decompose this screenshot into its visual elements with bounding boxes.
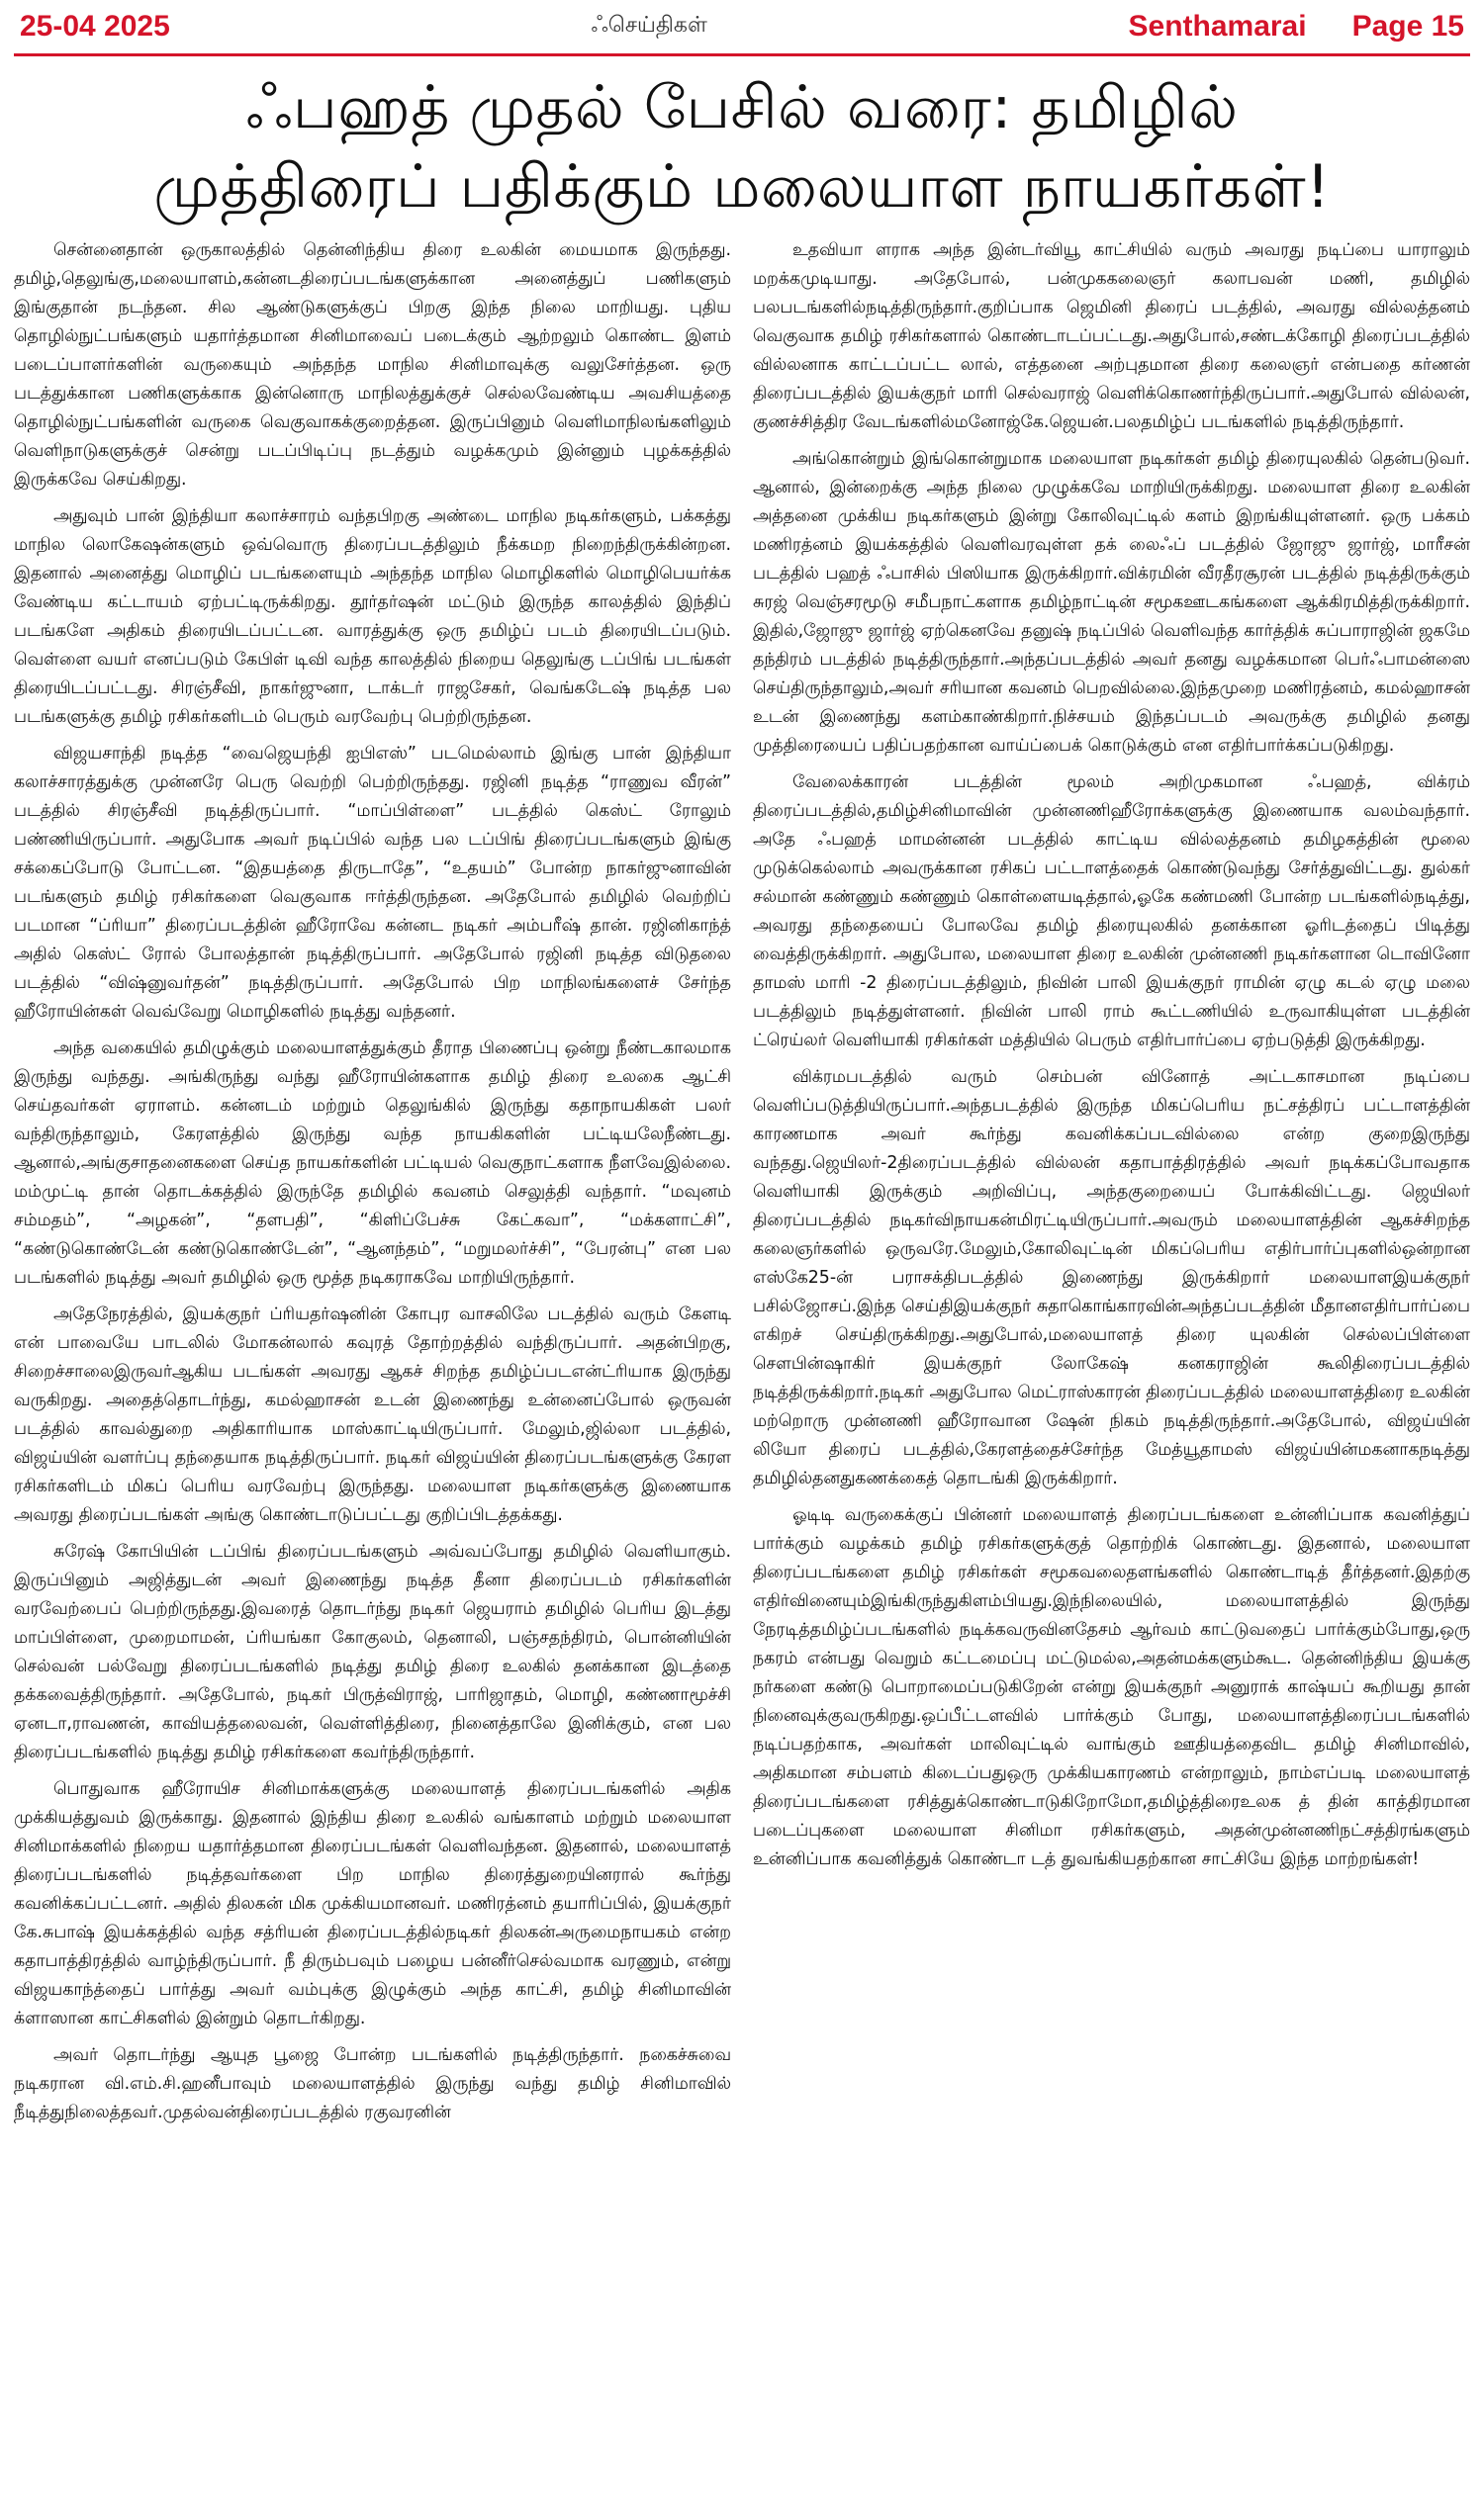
page-header — [14, 0, 1470, 56]
article-paragraph: அதுவும் பான் இந்தியா கலாச்சாரம் வந்தபிறகு அண்டை மாநில நடிகர்களும், பக்கத்து மாநில லொகேஷன்களும் ஒவ்வொரு திரைப்படத்திலும் நீக்கமற நிறைந்திருக்கின்றன. இதனால் அனைத்து மொழிப் படங்களையும் அந்தந்த மாநில மொழிகளில் மொழிபெயர்க்க வேண்டிய கட்டாயம் ஏற்பட்டிருக்கிறது. தூர்தர்ஷன் மட்டும் இருந்த காலத்தில் இந்திப் படங்களே அதிகம் திரையிடப்பட்டன. வாரத்துக்கு ஒரு தமிழ்ப் படம் திரையிடப்படும். வெள்ளை வயர் எனப்படும் கேபிள் டிவி வந்த காலத்தில் நிறைய தெலுங்கு டப்பிங் படங்கள் திரையிடப்பட்டது. சிரஞ்சீவி, நாகர்ஜுனா, டாக்டர் ராஜசேகர், வெங்கடேஷ் நடித்த பல படங்களுக்கு தமிழ் ரசிகர்களிடம் பெரும் வரவேற்பு பெற்றிருந்தன. — [14, 506, 731, 727]
page-number: Page 15 — [1351, 10, 1464, 43]
article-body — [14, 236, 1470, 2511]
article-paragraph: உதவியா ளராக அந்த இன்டர்வியூ காட்சியில் வரும் அவரது நடிப்பை யாராலும் மறக்கமுடியாது. அதேபோல், பன்முககலைஞர் கலாபவன் மணி, தமிழில் பலபடங்களில்நடித்திருந்தார்.குறிப்பாக ஜெமினி திரைப் படத்தில், அவரது வில்லத்தனம் வெகுவாக தமிழ் ரசிகர்களால் கொண்டாடப்பட்டது.அதுபோல்,சண்டக்கோழி திரைப்படத்தில் வில்லனாக காட்டப்பட்ட லால், எத்தனை அற்புதமான திரை கலைஞர் என்பதை கர்ணன் திரைப்படத்தில் இயக்குநர் மாரி செல்வராஜ் வெளிக்கொணர்ந்திருப்பார்.அதுபோல் வில்லன், குணச்சித்திர வேடங்களில்மனோஜ்கே.ஜெயன்.பலதமிழ்ப் படங்களில் நடித்திருந்தார். — [753, 240, 1470, 432]
article-paragraph: சென்னைதான் ஒருகாலத்தில் தென்னிந்திய திரை உலகின் மையமாக இருந்தது. தமிழ்,தெலுங்கு,மலையாளம்,கன்னடதிரைப்படங்களுக்கான அனைத்துப் பணிகளும் இங்குதான் நடந்தன. சில ஆண்டுகளுக்குப் பிறகு இந்த நிலை மாறியது. புதிய தொழில்நுட்பங்களும் யதார்த்தமான சினிமாவைப் படைக்கும் ஆற்றலும் கொண்ட இளம் படைப்பாளர்களின் வருகையும் அந்தந்த மாநில சினிமாவுக்கு வலுசேர்த்தன. ஒரு படத்துக்கான பணிகளுக்காக இன்னொரு மாநிலத்துக்குச் செல்லவேண்டிய அவசியத்தை தொழில்நுட்பங்களின் வருகை வெகுவாகக்குறைத்தன. இருப்பினும் வெளிமாநிலங்களிலும் வெளிநாடுகளுக்குச் சென்று படப்பிடிப்பு நடத்தும் வழக்கமும் இன்னும் புழக்கத்தில் இருக்கவே செய்கிறது. — [14, 240, 731, 490]
article-paragraph: அங்கொன்றும் இங்கொன்றுமாக மலையாள நடிகர்கள் தமிழ் திரையுலகில் தென்படுவர். ஆனால், இன்றைக்கு அந்த நிலை முழுக்கவே மாறியிருக்கிறது. மலையாள திரை உலகின் அத்தனை முக்கிய நடிகர்களும் இன்று கோலிவுட்டில் களம் இறங்கியுள்ளனர். ஒரு பக்கம் மணிரத்னம் இயக்கத்தில் வெளிவரவுள்ள தக் லைஃப் படத்தில் ஜோஜு ஜார்ஜ், மாரீசன் படத்தில் பஹத் ஃபாசில் பிஸியாக இருக்கிறார்.விக்ரமின் வீரதீரசூரன் படத்தில் நடித்திருக்கும் சுரஜ் வெஞ்சரமூடு சமீபநாட்களாக தமிழ்நாட்டின் சமூகஊடகங்களை ஆக்கிரமித்திருக்கிறார். இதில்,ஜோஜு ஜார்ஜ் ஏற்கெனவே தனுஷ் நடிப்பில் வெளிவந்த கார்த்திக் சுப்பாராஜின் ஜகமே தந்திரம் படத்தில் நடித்திருந்தார்.அந்தப்படத்தில் அவர் தனது வழக்கமான பெர்ஃபாமன்ஸை செய்திருந்தாலும்,அவர் சரியான கவனம் பெறவில்லை.இந்தமுறை மணிரத்னம், கமல்ஹாசன் உடன் இணைந்து களம்காண்கிறார்.நிச்சயம் இந்தப்படம் அவருக்கு தமிழில் தனது முத்திரையைப் பதிப்பதற்கான வாய்ப்பைக் கொடுக்கும் என எதிர்பார்க்கப்படுகிறது. — [753, 449, 1470, 756]
article-paragraph: சுரேஷ் கோபியின் டப்பிங் திரைப்படங்களும் அவ்வப்போது தமிழில் வெளியாகும். இருப்பினும் அஜித்துடன் அவர் இணைந்து நடித்த தீனா திரைப்படம் ரசிகர்களின் வரவேற்பைப் பெற்றிருந்தது.இவரைத் தொடர்ந்து நடிகர் ஜெயராம் தமிழில் பெரிய இடத்து மாப்பிள்ளை, முறைமாமன், ப்ரியங்கா கோகுலம், தெனாலி, பஞ்சதந்திரம், பொன்னியின் செல்வன் பல்வேறு திரைப்படங்களில் நடித்து தமிழ் திரை உலகில் தனக்கான இடத்தை தக்கவைத்திருந்தார். அதேபோல், நடிகர் பிருத்விராஜ், பாரிஜாதம், மொழி, கண்ணாமூச்சி ஏனடா,ராவணன், காவியத்தலைவன், வெள்ளித்திரை, நினைத்தாலே இனிக்கும், என பல திரைப்படங்களில் நடித்து தமிழ் ரசிகர்களை கவர்ந்திருந்தார். — [14, 1542, 731, 1762]
header-right — [1129, 10, 1465, 44]
article-paragraph: அவர் தொடர்ந்து ஆயுத பூஜை போன்ற படங்களில் நடித்திருந்தார். நகைச்சுவை நடிகரான வி.எம்.சி.ஹனீபாவும் மலையாளத்தில் இருந்து வந்து தமிழ் சினிமாவில் நீடித்துநிலைத்தவர்.முதல்வன்திரைப்படத்தில் ரகுவரனின் — [14, 2045, 731, 2122]
article-paragraph: விஜயசாந்தி நடித்த “வைஜெயந்தி ஐபிஎஸ்” படமெல்லாம் இங்கு பான் இந்தியா கலாச்சாரத்துக்கு முன்னரே பெரு வெற்றி பெற்றிருந்தது. ரஜினி நடித்த “ராணுவ வீரன்” படத்தில் சிரஞ்சீவி நடித்திருப்பார். “மாப்பிள்ளை” படத்தில் கெஸ்ட் ரோலும் பண்ணியிருப்பார். அதுபோக அவர் நடிப்பில் வந்த பல டப்பிங் திரைப்படங்களும் இங்கு சக்கைப்போடு போட்டன. “இதயத்தை திருடாதே”, “உதயம்” போன்ற நாகர்ஜுனாவின் படங்களும் தமிழ் ரசிகர்களை வெகுவாக ஈர்த்திருந்தன. அதேபோல் தமிழில் வெற்றிப் படமான “ப்ரியா” திரைப்படத்தின் ஹீரோவே கன்னட நடிகர் அம்பரீஷ் தான். ரஜினிகாந்த் அதில் கெஸ்ட் ரோல் போலத்தான் நடித்திருப்பார். அதேபோல் ரஜினி நடித்த விடுதலை படத்தில் “விஷ்னுவர்தன்” நடித்திருப்பார். அதேபோல் பிற மாநிலங்களைச் சேர்ந்த ஹீரோயின்கள் வெவ்வேறு மொழிகளில் நடித்து வந்தனர். — [14, 744, 731, 1022]
article-paragraph: பொதுவாக ஹீரோயிச சினிமாக்களுக்கு மலையாளத் திரைப்படங்களில் அதிக முக்கியத்துவம் இருக்காது. இதனால் இந்திய திரை உலகில் வங்காளம் மற்றும் மலையாள சினிமாக்களில் நிறைய யதார்த்தமான திரைப்படங்கள் வெளிவந்தன. இதனால், மலையாளத் திரைப்படங்களில் நடித்தவர்களை பிற மாநில திரைத்துறையினரால் கூர்ந்து கவனிக்கப்பட்டனர். அதில் திலகன் மிக முக்கியமானவர். மணிரத்னம் தயாரிப்பில், இயக்குநர் கே.சுபாஷ் இயக்கத்தில் வந்த சத்ரியன் திரைப்படத்தில்நடிகர் திலகன்அருமைநாயகம் என்ற கதாபாத்திரத்தில் வாழ்ந்திருப்பார். நீ திரும்பவும் பழைய பன்னீர்செல்வமாக வரணும், என்று விஜயகாந்த்தைப் பார்த்து அவர் வம்புக்கு இழுக்கும் அந்த காட்சி, தமிழ் சினிமாவின் க்ளாஸான காட்சிகளில் இன்றும் தொடர்கிறது. — [14, 1779, 731, 2028]
article-headline — [14, 68, 1470, 226]
headline-line-2: முத்திரைப் பதிக்கும் மலையாள நாயகர்கள்! — [153, 152, 1331, 222]
section-name: ஃசெய்திகள் — [591, 13, 707, 38]
article-paragraph: ஓடிடி வருகைக்குப் பின்னர் மலையாளத் திரைப்படங்களை உன்னிப்பாக கவனித்துப் பார்க்கும் வழக்கம் தமிழ் ரசிகர்களுக்குத் தொற்றிக் கொண்டது. இதனால், மலையாள திரைப்படங்களை தமிழ் ரசிகர்கள் சமூகவலைதளங்களில் கொண்டாடித் தீர்த்தனர்.இதற்கு எதிர்வினையும்இங்கிருந்துகிளம்பியது.இந்நிலையில், மலையாளத்தில் இருந்து நேரடித்தமிழ்ப்படங்களில் நடிக்கவருவினதேசம் ஆர்வம் காட்டுவதைப் பார்க்கும்போது,ஒரு நகரம் என்பது வெறும் கட்டமைப்பு மட்டுமல்ல,அதன்மக்களும்கூட. தென்னிந்திய இயக்கு நர்களை கண்டு பொறாமைப்படுகிறேன் என்று இயக்குநர் அனுராக் காஷ்யப் கூறியது தான் நினைவுக்குவருகிறது.ஒப்பீட்டளவில் பார்க்கும் போது, மலையாளத்திரைப்படங்களில் நடிப்பதற்காக, அவர்கள் மாலிவுட்டில் வாங்கும் ஊதியத்தைவிட தமிழ் சினிமாவில், அதிகமான சம்பளம் கிடைப்பதுஒரு முக்கியகாரணம் என்றாலும், நாம்எப்படி மலையாளத் திரைப்படங்களை ரசித்துக்கொண்டாடுகிறோமோ,தமிழ்த்திரைஉலக த் தின் காத்திரமான படைப்புகளை மலையாள சினிமா ரசிகர்களும், அதன்முன்னணிநட்சத்திரங்களும் உன்னிப்பாக கவனித்துக் கொண்டா டத் துவங்கியதற்கான சாட்சியே இந்த மாற்றங்கள்! — [753, 1505, 1470, 1869]
article-paragraph: அந்த வகையில் தமிழுக்கும் மலையாளத்துக்கும் தீராத பிணைப்பு ஒன்று நீண்டகாலமாக இருந்து வந்தது. அங்கிருந்து வந்து ஹீரோயின்களாக தமிழ் திரை உலகை ஆட்சி செய்தவர்கள் ஏராளம். கன்னடம் மற்றும் தெலுங்கில் இருந்து கதாநாயகிகள் பலர் வந்திருந்தாலும், கேரளத்தில் இருந்து வந்த நாயகிகளின் பட்டியலேநீண்டது. ஆனால்,அங்குசாதனைகளை செய்த நாயகர்களின் பட்டியல் வெகுநாட்களாக நீளவேஇல்லை. மம்முட்டி தான் தொடக்கத்தில் இருந்தே தமிழில் கவனம் செலுத்தி வந்தார். “மவுனம் சம்மதம்”, “அழகன்”, “தளபதி”, “கிளிப்பேச்சு கேட்கவா”, “மக்களாட்சி”, “கண்டுகொண்டேன் கண்டுகொண்டேன்”, “ஆனந்தம்”, “மறுமலர்ச்சி”, “பேரன்பு” என பல படங்களில் நடித்து அவர் தமிழில் ஒரு மூத்த நடிகராகவே மாறியிருந்தார். — [14, 1038, 731, 1288]
column-right — [753, 236, 1470, 2511]
article-paragraph: அதேநேரத்தில், இயக்குநர் ப்ரியதர்ஷனின் கோபுர வாசலிலே படத்தில் வரும் கேளடி என் பாவையே பாடலில் மோகன்லால் கவுரத் தோற்றத்தில் வந்திருப்பார். அதன்பிறகு, சிறைச்சாலைஇருவர்ஆகிய படங்கள் அவரது ஆகச் சிறந்த தமிழ்ப்படஎன்ட்ரியாக இருந்து வருகிறது. அதைத்தொடர்ந்து, கமல்ஹாசன் உடன் இணைந்து உன்னைப்போல் ஒருவன் படத்தில் காவல்துறை அதிகாரியாக மாஸ்காட்டியிருப்பார். மேலும்,ஜில்லா படத்தில், விஜய்யின் வளர்ப்பு தந்தையாக நடித்திருப்பார். நடிகர் விஜய்யின் திரைப்படங்களுக்கு கேரள ரசிகர்களிடம் மிகப் பெரிய வரவேற்பு இருந்தது. மலையாள நடிகர்களுக்கு இணையாக அவரது திரைப்படங்கள் அங்கு கொண்டாடுப்பட்டது குறிப்பிடத்தக்கது. — [14, 1305, 731, 1525]
article-paragraph: விக்ரமபடத்தில் வரும் செம்பன் வினோத் அட்டகாசமான நடிப்பை வெளிப்படுத்தியிருப்பார்.அந்தபடத்தில் இருந்த மிகப்பெரிய நட்சத்திரப் பட்டாளத்தின் காரணமாக அவர் கூர்ந்து கவனிக்கப்படவில்லை என்ற குறைஇருந்து வந்தது.ஜெயிலர்-2திரைப்படத்தில் வில்லன் கதாபாத்திரத்தில் அவர் நடிக்கப்போவதாக வெளியாகி இருக்கும் அறிவிப்பு, அந்தகுறையைப் போக்கிவிட்டது. ஜெயிலர் திரைப்படத்தில் நடிகர்விநாயகன்மிரட்டியிருப்பார்.அவரும் மலையாளத்தின் ஆகச்சிறந்த கலைஞர்களில் ஒருவரே.மேலும்,கோலிவுட்டின் மிகப்பெரிய எதிர்பார்ப்புகளில்ஒன்றான எஸ்கே25-ன் பராசக்திபடத்தில் இணைந்து இருக்கிறார் மலையாளஇயக்குநர் பசில்ஜோசப்.இந்த செய்திஇயக்குநர் சுதாகொங்காரவின்அந்தப்படத்தின் மீதானஎதிர்பார்ப்பை எகிறச் செய்திருக்கிறது.அதுபோல்,மலையாளத் திரை யுலகின் செல்லப்பிள்ளை சௌபின்ஷாகிர் இயக்குநர் லோகேஷ் கனகராஜின் கூலிதிரைப்படத்தில் நடித்திருக்கிறார்.நடிகர் அதுபோல மெட்ராஸ்காரன் திரைப்படத்தில் மலையாளத்திரை உலகின் மற்றொரு முன்னணி ஹீரோவான ஷேன் நிகம் நடித்திருந்தார்.அதேபோல், விஜய்யின் லியோ திரைப் படத்தில்,கேரளத்தைச்சேர்ந்த மேத்யூதாமஸ் விஜய்யின்மகனாகநடித்து தமிழில்தனதுகணக்கைத் தொடங்கி இருக்கிறார். — [753, 1067, 1470, 1488]
article-paragraph: வேலைக்காரன் படத்தின் மூலம் அறிமுகமான ஃபஹத், விக்ரம் திரைப்படத்தில்,தமிழ்சினிமாவின் முன்னணிஹீரோக்களுக்கு இணையாக வலம்வந்தார். அதே ஃபஹத் மாமன்னன் படத்தில் காட்டிய வில்லத்தனம் தமிழகத்தின் மூலை முடுக்கெல்லாம் அவருக்கான ரசிகப் பட்டாளத்தைக் கொண்டுவந்து சேர்த்துவிட்டது. துல்கர் சல்மான் கண்ணும் கண்ணும் கொள்ளையடித்தால்,ஓகே கண்மணி போன்ற படங்களில்நடித்து, அவரது தந்தையைப் போலவே தமிழ் திரையுலகில் தனக்கான ஓரிடத்தைப் பிடித்து வைத்திருக்கிறார். அதுபோல, மலையாள திரை உலகின் முன்னணி நடிகர்களான டொவினோ தாமஸ் மாரி -2 திரைப்படத்திலும், நிவின் பாலி இயக்குநர் ராமின் ஏழு கடல் ஏழு மலை படத்திலும் நடித்துள்ளனர். நிவின் பாலி ராம் கூட்டணியில் உருவாகியுள்ள படத்தின் ட்ரெய்லர் வெளியாகி ரசிகர்கள் மத்தியில் பெரும் எதிர்பார்ப்பை ஏற்படுத்தி இருக்கிறது. — [753, 772, 1470, 1050]
column-left — [14, 236, 731, 2511]
publication-name: Senthamarai — [1128, 10, 1307, 43]
headline-line-1: ஃபஹத் முதல் பேசில் வரை: தமிழில் — [245, 73, 1239, 142]
issue-date: 25-04 2025 — [20, 10, 170, 43]
